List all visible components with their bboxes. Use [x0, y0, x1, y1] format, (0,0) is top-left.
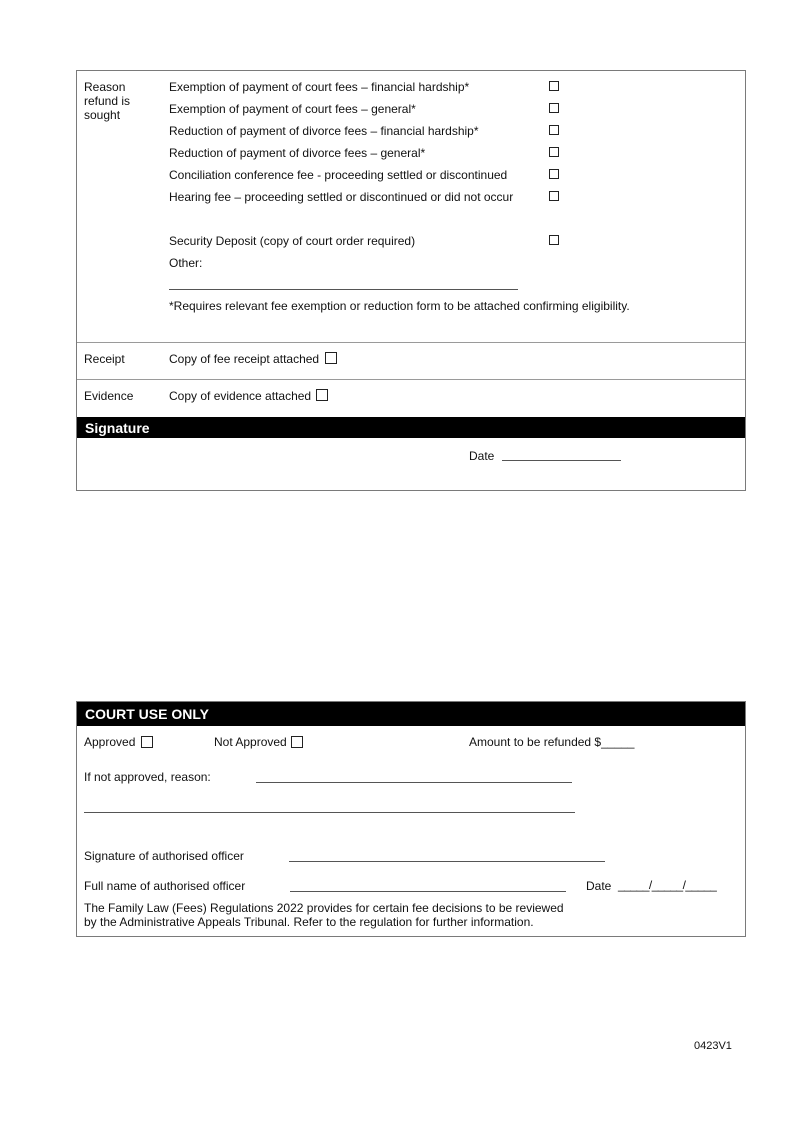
not-approved-checkbox[interactable] — [291, 736, 303, 748]
option-reduction-hardship-label: Reduction of payment of divorce fees – financial hardship* — [169, 124, 479, 138]
review-note: The Family Law (Fees) Regulations 2022 provides for certain fee decisions to be reviewed by the Administrative Appeals Tribunal. Refer to the regulation for further information. — [84, 901, 564, 929]
other-label: Other: — [169, 256, 203, 270]
court-date-label: Date — [586, 879, 612, 893]
amount-refunded-label: Amount to be refunded $_____ — [469, 735, 635, 749]
signature-header: Signature — [77, 417, 745, 438]
reason-line-2[interactable] — [84, 812, 575, 813]
option-exemption-hardship-label: Exemption of payment of court fees – financial hardship* — [169, 80, 470, 94]
evidence-label: Evidence — [84, 389, 134, 403]
signature-date-label: Date — [469, 449, 495, 463]
approved-checkbox[interactable] — [141, 736, 153, 748]
option-conciliation-label: Conciliation conference fee - proceeding settled or discontinued — [169, 168, 508, 182]
option-hearing-label: Hearing fee – proceeding settled or discontinued or did not occur — [169, 190, 514, 204]
receipt-label: Receipt — [84, 352, 125, 366]
option-reduction-general-label: Reduction of payment of divorce fees – general* — [169, 146, 426, 160]
option-exemption-general-checkbox[interactable] — [549, 103, 559, 113]
reason-label: Reason refund is sought — [84, 80, 131, 122]
not-approved-reason-label: If not approved, reason: — [84, 770, 211, 784]
officer-signature-line[interactable] — [289, 861, 605, 862]
receipt-checkbox[interactable] — [325, 352, 337, 364]
option-exemption-general-label: Exemption of payment of court fees – general* — [169, 102, 416, 116]
divider-evidence — [77, 379, 745, 380]
court-date-field[interactable]: _____/_____/_____ — [618, 878, 717, 892]
option-security-deposit-label: Security Deposit (copy of court order required) — [169, 234, 416, 248]
signature-date-line[interactable] — [502, 460, 621, 461]
option-reduction-hardship-checkbox[interactable] — [549, 125, 559, 135]
option-exemption-hardship-checkbox[interactable] — [549, 81, 559, 91]
officer-signature-label: Signature of authorised officer — [84, 849, 244, 863]
not-approved-label: Not Approved — [214, 735, 287, 749]
option-reduction-general-checkbox[interactable] — [549, 147, 559, 157]
other-input-line[interactable] — [169, 289, 518, 290]
evidence-text: Copy of evidence attached — [169, 389, 312, 403]
footnote: *Requires relevant fee exemption or reduction form to be attached confirming eligibility. — [169, 299, 630, 313]
approved-label: Approved — [84, 735, 136, 749]
officer-fullname-label: Full name of authorised officer — [84, 879, 246, 893]
receipt-text: Copy of fee receipt attached — [169, 352, 320, 366]
option-security-deposit-checkbox[interactable] — [549, 235, 559, 245]
option-conciliation-checkbox[interactable] — [549, 169, 559, 179]
court-use-header: COURT USE ONLY — [77, 702, 745, 726]
divider-receipt — [77, 342, 745, 343]
form-code: 0423V1 — [694, 1040, 732, 1052]
option-hearing-checkbox[interactable] — [549, 191, 559, 201]
evidence-checkbox[interactable] — [316, 389, 328, 401]
reason-line-1[interactable] — [256, 782, 572, 783]
officer-fullname-line[interactable] — [290, 891, 566, 892]
